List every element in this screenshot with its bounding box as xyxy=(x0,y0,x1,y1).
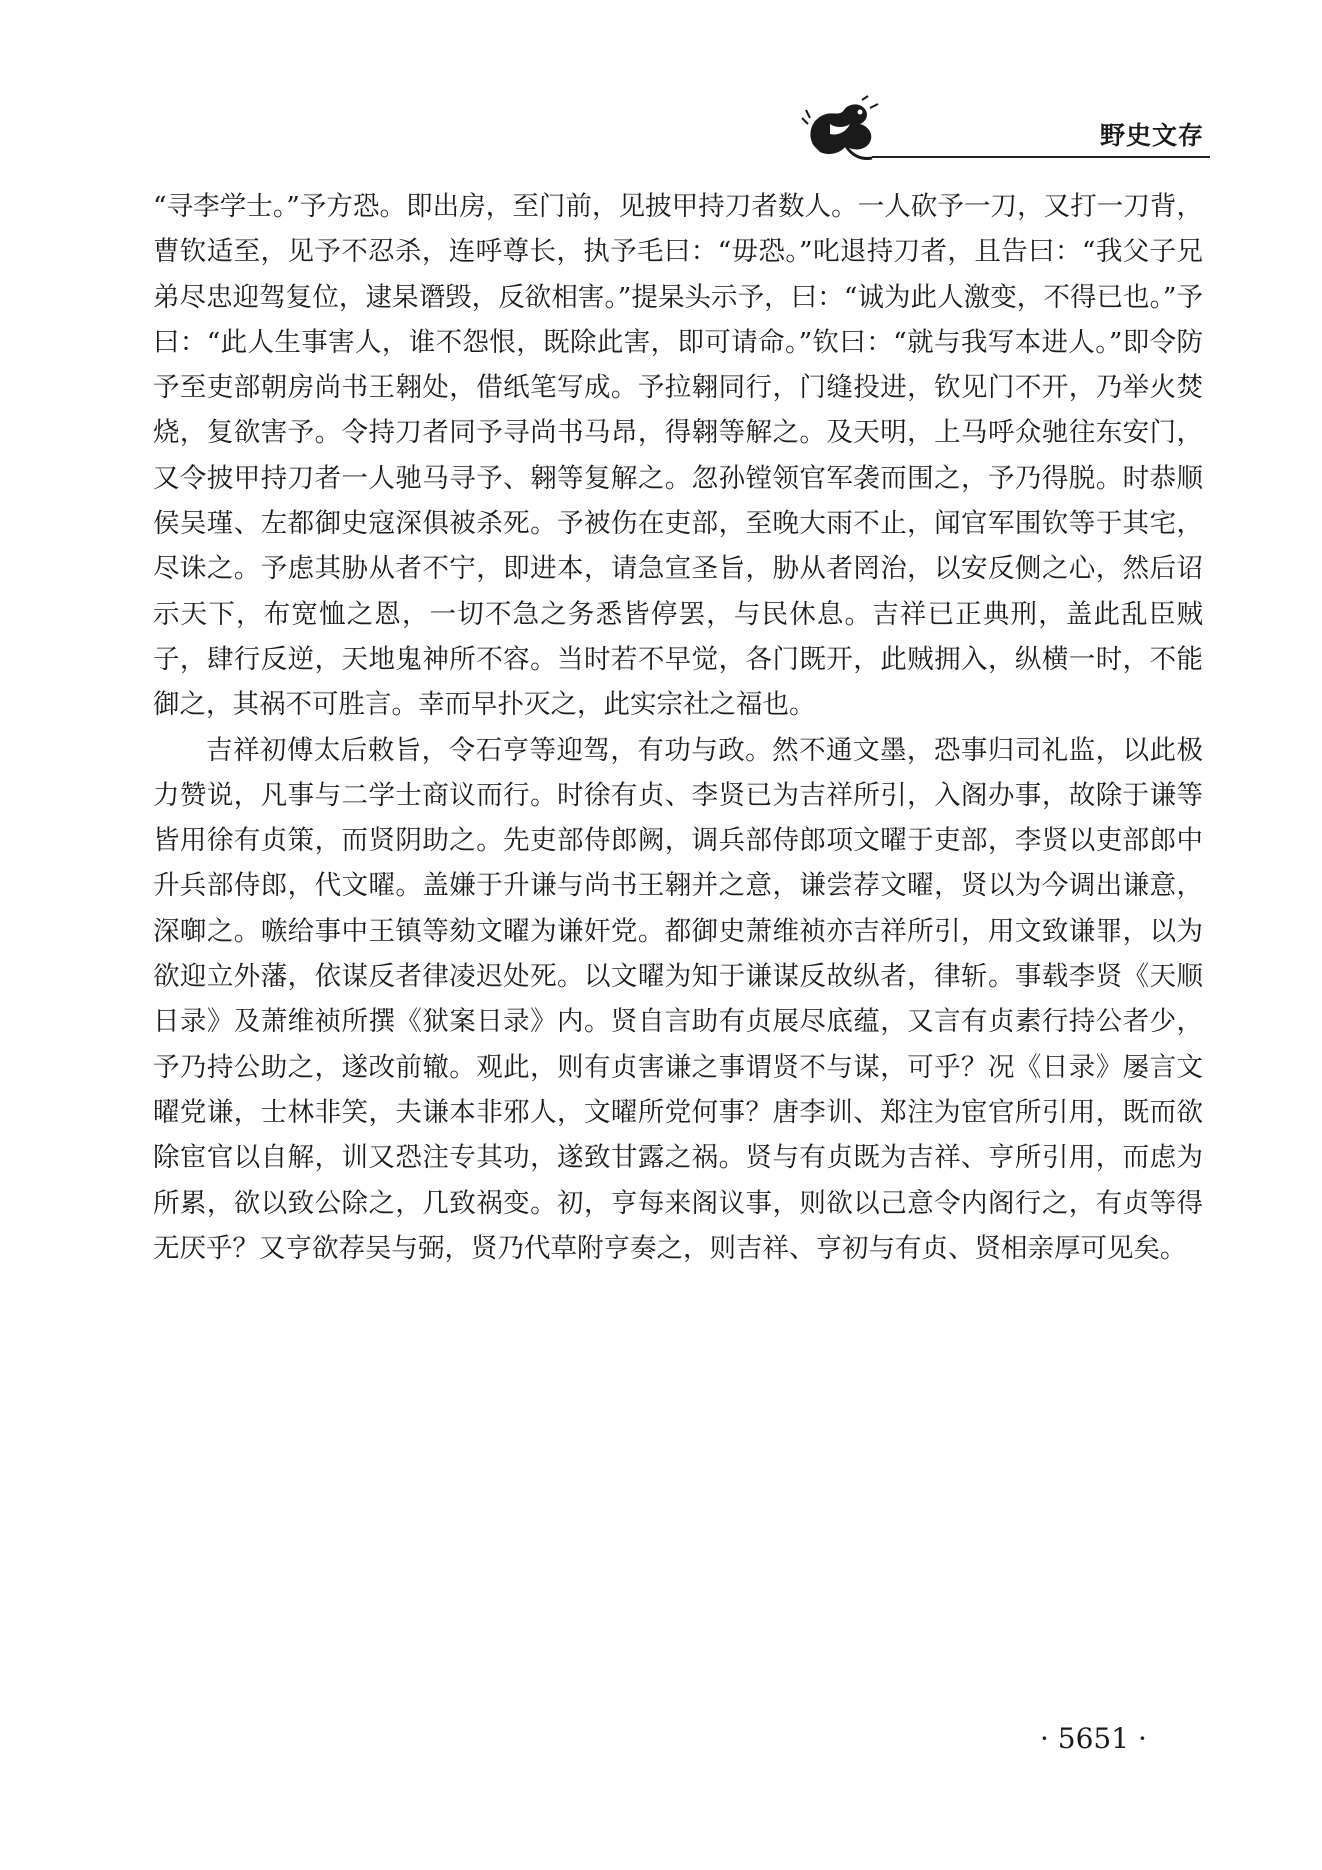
paragraph-2: 吉祥初傅太后敕旨，令石亨等迎驾，有功与政。然不通文墨，恐事归司礼监，以此极力赞说，凡事与二学士商议而行。时徐有贞、李贤已为吉祥所引，入阁办事，故除于谦等皆用徐有贞策，而贤阴助之。先吏部侍郎阙，调兵部侍郎项文曜于吏部，李贤以吏部郎中升兵部侍郎，代文曜。盖嫌于升谦与尚书王翱并之意，谦尝荐文曜，贤以为今调出谦意，深啣之。嗾给事中王镇等劾文曜为谦奸党。都御史萧维祯亦吉祥所引，用文致谦罪，以为欲迎立外藩，依谋反者律凌迟处死。以文曜为知于谦谋反故纵者，律斩。事载李贤《天顺日录》及萧维祯所撰《狱案日录》内。贤自言助有贞展尽底蕴，又言有贞素行持公者少，予乃持公助之，遂改前辙。观此，则有贞害谦之事谓贤不与谋，可乎？况《日录》屡言文曜党谦，士林非笑，夫谦本非邪人，文曜所党何事？唐李训、郑注为宦官所引用，既而欲除宦官以自解，训又恐注专其功，遂致甘露之祸。贤与有贞既为吉祥、亨所引用，而虑为所累，欲以致公除之，几致祸变。初，亨每来阁议事，则欲以己意令内阁行之，有贞等得无厌乎？又亨欲荐吴与弼，贤乃代草附亨奏之，则吉祥、亨初与有贞、贤相亲厚可见矣。 xyxy=(153,734,1203,1264)
running-header xyxy=(800,94,1210,164)
paragraph-1: “寻李学士。”予方恐。即出房，至门前，见披甲持刀者数人。一人砍予一刀，又打一刀背，曹钦适至，见予不忍杀，连呼尊长，执予毛曰：“毋恐。”叱退持刀者，且告曰：“我父子兄弟尽忠迎驾复位，逮杲谮毁，反欲相害。”提杲头示予，曰：“诚为此人激变，不得已也。”予曰：“此人生事害人，谁不怨恨，既除此害，即可请命。”钦曰：“就与我写本进人。”即令防予至吏部朝房尚书王翱处，借纸笔写成。予拉翱同行，门缝投进，钦见门不开，乃举火焚烧，复欲害予。令持刀者同予寻尚书马昂，得翱等解之。及天明，上马呼众驰往东安门，又令披甲持刀者一人驰马寻予、翱等复解之。忽孙镗领官军袭而围之，予乃得脱。时恭顺侯吴瑾、左都御史寇深俱被杀死。予被伤在吏部，至晚大雨不止，闻官军围钦等于其宅，尽诛之。予虑其胁从者不宁，即进本，请急宣圣旨，胁从者罔治，以安反侧之心，然后诏示天下，布宽恤之恩，一切不急之务悉皆停罢，与民休息。吉祥已正典刑，盖此乱臣贼子，肆行反逆，天地鬼神所不容。当时若不早觉，各门既开，此贼拥入，纵横一时，不能御之，其祸不可胜言。幸而早扑灭之，此实宗社之福也。 xyxy=(153,191,1203,721)
page-number: · 5651 · xyxy=(1040,1722,1147,1755)
body-text xyxy=(153,184,1203,1271)
dragon-emblem-icon xyxy=(800,94,886,164)
header-rule xyxy=(872,156,1210,158)
running-header-title: 野史文存 xyxy=(1099,121,1204,150)
